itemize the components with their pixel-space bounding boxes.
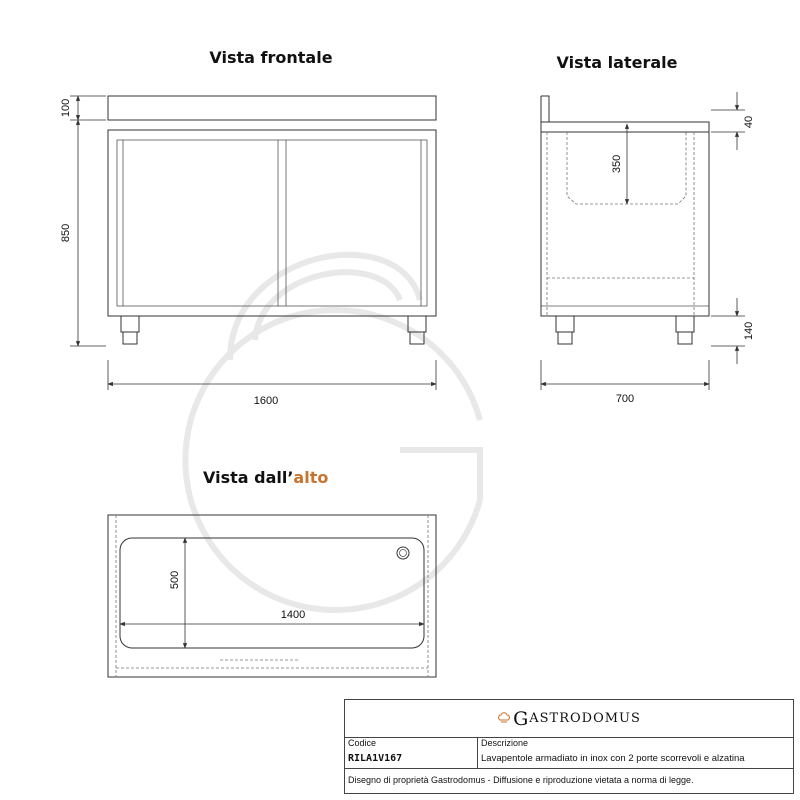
dim-front-height: 850 bbox=[60, 223, 72, 243]
dim-side-legs: 140 bbox=[743, 321, 755, 341]
description-label: Descrizione bbox=[481, 738, 529, 748]
front-view-drawing bbox=[108, 96, 436, 344]
title-block bbox=[344, 699, 794, 794]
brand-name: ASTRODOMUS bbox=[529, 711, 641, 726]
side-view-drawing bbox=[541, 96, 709, 344]
chef-hat-icon bbox=[497, 711, 511, 725]
dim-top-basin-width: 1400 bbox=[280, 609, 306, 621]
copyright-notice: Disegno di proprietà Gastrodomus - Diffusione e riproduzione vietata a norma di legge. bbox=[348, 775, 694, 785]
title-block-divider bbox=[477, 737, 478, 768]
dim-top-basin-depth: 500 bbox=[169, 570, 181, 590]
brand-initial: G bbox=[513, 707, 530, 730]
front-view-title: Vista frontale bbox=[209, 48, 333, 67]
brand-logo bbox=[345, 700, 793, 738]
code-label: Codice bbox=[348, 738, 377, 748]
description-value: Lavapentole armadiato in inox con 2 porte scorrevoli e alzatina bbox=[481, 753, 745, 764]
code-value: RILA1V167 bbox=[348, 753, 403, 764]
dim-side-depth: 700 bbox=[615, 393, 635, 405]
side-view-title: Vista laterale bbox=[556, 53, 678, 72]
title-block-separator bbox=[345, 768, 793, 769]
dim-front-top: 100 bbox=[60, 98, 72, 118]
dim-side-backsplash: 40 bbox=[743, 115, 755, 129]
dim-front-width: 1600 bbox=[253, 395, 279, 407]
side-dimension-lines bbox=[541, 92, 745, 390]
top-view-title: Vista dall’alto bbox=[203, 468, 329, 487]
dim-side-basin-depth: 350 bbox=[611, 154, 623, 174]
